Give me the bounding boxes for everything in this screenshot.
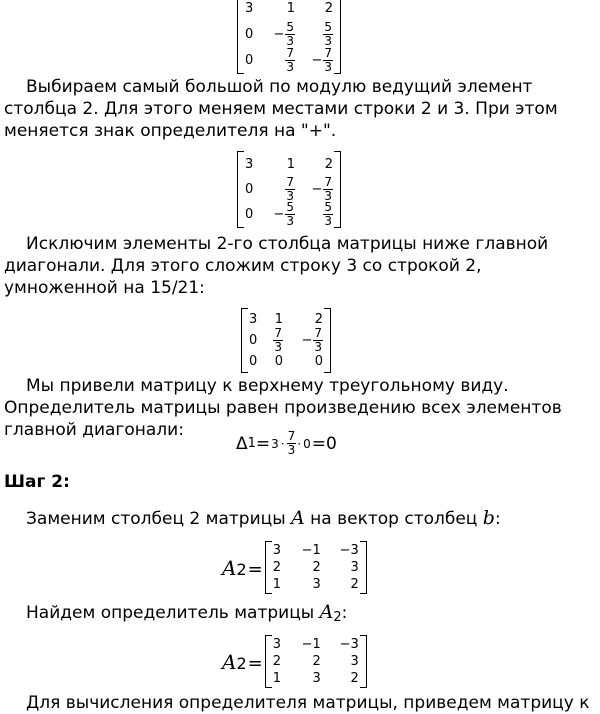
fraction xyxy=(285,21,295,48)
matrix-cell: 2 xyxy=(312,654,321,669)
fraction-numerator: 7 xyxy=(286,175,294,189)
matrix-cell: 3 xyxy=(312,577,321,592)
fraction xyxy=(323,201,333,228)
delta-frac-num: 7 xyxy=(287,429,296,443)
fraction-numerator: 7 xyxy=(314,326,322,340)
matrix-cell: 3 xyxy=(272,543,282,558)
a2-sub-1: 2 xyxy=(236,559,247,579)
fraction-denominator: 3 xyxy=(324,189,332,203)
fraction xyxy=(323,47,333,74)
fraction-denominator: 3 xyxy=(314,340,322,354)
fraction-numerator: 5 xyxy=(324,19,332,34)
fraction xyxy=(323,176,333,203)
paragraph-find-det xyxy=(4,601,596,629)
replace-text-b: на вектор столбец xyxy=(304,509,483,529)
fraction-sign: − xyxy=(273,26,285,42)
delta-fraction xyxy=(287,430,297,457)
fraction-numerator: 5 xyxy=(286,200,294,214)
replace-text-a: Заменим столбец 2 матрицы xyxy=(26,509,292,529)
a2-letter-1: A xyxy=(222,555,237,580)
paragraph-replace-column xyxy=(4,507,596,530)
matrix-cell: −1 xyxy=(301,637,321,652)
fraction xyxy=(273,327,283,354)
fraction-numerator: 7 xyxy=(286,45,294,60)
matrix-cell: 2 xyxy=(324,157,333,172)
matrix-cell xyxy=(259,21,299,47)
matrix-cell xyxy=(299,202,337,227)
fraction-sign: − xyxy=(311,182,323,197)
matrix-cell: 2 xyxy=(272,654,282,669)
fraction-sign: − xyxy=(301,333,313,348)
matrix-cell: 3 xyxy=(350,654,359,669)
delta-result: =0 xyxy=(311,433,337,454)
matrix-cell: 0 xyxy=(314,354,323,369)
fraction-numerator: 7 xyxy=(324,45,332,60)
matrix-cell: 0 xyxy=(249,333,258,348)
matrix-cell: −3 xyxy=(339,543,359,558)
matrix-a2-block-1 xyxy=(222,541,367,594)
delta-sub: 1 xyxy=(247,436,256,451)
matrix-cell: 3 xyxy=(272,637,282,652)
fraction xyxy=(285,201,295,228)
matrix-cell xyxy=(299,177,337,202)
matrix-cell: 0 xyxy=(249,354,258,369)
paragraph-eliminate-text: Исключим элементы 2-го столбца матрицы ниже главной диагонали. Для этого сложим строку 3 со строкой 2, умноженной на 15/21: xyxy=(4,234,549,298)
matrix-cell: 2 xyxy=(350,577,359,592)
matrix-a2-block-2 xyxy=(222,635,367,688)
paragraph-eliminate xyxy=(4,233,596,299)
matrix-cell: 3 xyxy=(245,157,254,172)
paragraph-compute-text: Для вычисления определителя матрицы, приведем матрицу к xyxy=(26,693,590,713)
matrix-cell xyxy=(259,177,299,202)
matrix-block-1 xyxy=(237,0,341,74)
matrix-cell: 0 xyxy=(274,354,283,369)
fraction-denominator: 3 xyxy=(286,59,294,74)
replace-text-c: : xyxy=(494,509,501,529)
matrix-a2-1 xyxy=(265,541,367,594)
matrix-a2-2 xyxy=(265,635,367,688)
fraction-denominator: 3 xyxy=(324,59,332,74)
a2-eq-2: = xyxy=(247,652,263,674)
a2-letter-2: A xyxy=(222,649,237,674)
matrix-cell: 2 xyxy=(272,560,282,575)
matrix-cell: 0 xyxy=(245,207,254,222)
matrix-cell: 3 xyxy=(245,0,254,16)
matrix-cell: 2 xyxy=(350,671,359,686)
matrix-cell xyxy=(299,47,337,73)
matrix-cell xyxy=(261,326,287,354)
matrix-cell xyxy=(259,202,299,227)
find-det-text-a: Найдем определитель матрицы xyxy=(26,603,320,623)
fraction-sign: − xyxy=(273,207,285,222)
matrix-cell: 0 xyxy=(245,182,254,197)
a2-sub-2: 2 xyxy=(236,653,247,673)
matrix-3 xyxy=(241,308,331,373)
fraction-denominator: 3 xyxy=(286,214,294,228)
matrix-2 xyxy=(237,151,341,228)
matrix-cell: −1 xyxy=(301,543,321,558)
delta-dot-1: · xyxy=(280,436,285,451)
matrix-1 xyxy=(237,0,341,74)
matrix-cell: 3 xyxy=(249,312,258,327)
matrix-cell: 3 xyxy=(312,671,321,686)
fraction-denominator: 3 xyxy=(274,340,282,354)
step-heading: Шаг 2: xyxy=(4,472,70,492)
fraction-numerator: 5 xyxy=(286,19,294,34)
fraction xyxy=(323,21,333,48)
fraction xyxy=(313,327,323,354)
paragraph-pivot xyxy=(4,76,596,142)
matrix-cell: 2 xyxy=(314,312,323,327)
var-a: A xyxy=(291,507,305,529)
fraction-numerator: 5 xyxy=(324,200,332,214)
matrix-a2-label-2 xyxy=(222,650,263,674)
delta-symbol: Δ xyxy=(236,433,248,454)
matrix-cell: 1 xyxy=(286,0,295,16)
find-det-text-c: : xyxy=(341,603,348,623)
matrix-a2-label-1 xyxy=(222,556,263,580)
matrix-cell xyxy=(299,21,337,47)
fraction xyxy=(285,176,295,203)
fraction xyxy=(285,47,295,74)
fraction-denominator: 3 xyxy=(286,189,294,203)
fraction-denominator: 3 xyxy=(286,33,294,48)
delta-frac-den: 3 xyxy=(287,443,296,457)
matrix-cell: 1 xyxy=(272,671,282,686)
matrix-cell: 2 xyxy=(324,0,333,16)
fraction-numerator: 7 xyxy=(274,326,282,340)
delta-dot-2: · xyxy=(297,436,302,451)
matrix-cell: 1 xyxy=(272,577,282,592)
matrix-cell xyxy=(287,326,327,354)
fraction-denominator: 3 xyxy=(324,214,332,228)
matrix-cell: 3 xyxy=(350,560,359,575)
matrix-cell: 0 xyxy=(245,52,254,68)
matrix-cell: −3 xyxy=(339,637,359,652)
a2-eq-1: = xyxy=(247,558,263,580)
fraction-numerator: 7 xyxy=(324,175,332,189)
var-b: b xyxy=(482,507,495,529)
fraction-sign: − xyxy=(311,52,323,68)
delta-formula xyxy=(236,430,337,457)
find-det-var: A xyxy=(319,601,334,623)
delta-term-a: 3 xyxy=(271,436,279,451)
fraction-denominator: 3 xyxy=(324,33,332,48)
delta-term-c: 0 xyxy=(303,436,311,451)
find-det-sub: 2 xyxy=(333,610,342,625)
matrix-cell xyxy=(259,47,299,73)
matrix-cell: 2 xyxy=(312,560,321,575)
matrix-cell: 1 xyxy=(286,157,295,172)
delta-eq: = xyxy=(255,433,271,454)
matrix-block-2 xyxy=(237,151,341,228)
paragraph-compute xyxy=(4,692,596,714)
matrix-cell: 1 xyxy=(274,312,283,327)
matrix-block-3 xyxy=(241,308,331,373)
paragraph-pivot-text: Выбираем самый большой по модулю ведущий элемент столбца 2. Для этого меняем местами строки 2 и 3. При этом меняется знак определителя на "+". xyxy=(4,77,558,141)
matrix-cell: 0 xyxy=(245,26,254,42)
paragraph-triangular-text: Мы привели матрицу к верхнему треугольному виду. Определитель матрицы равен произведению всех элементов главной диагонали: xyxy=(4,376,562,440)
